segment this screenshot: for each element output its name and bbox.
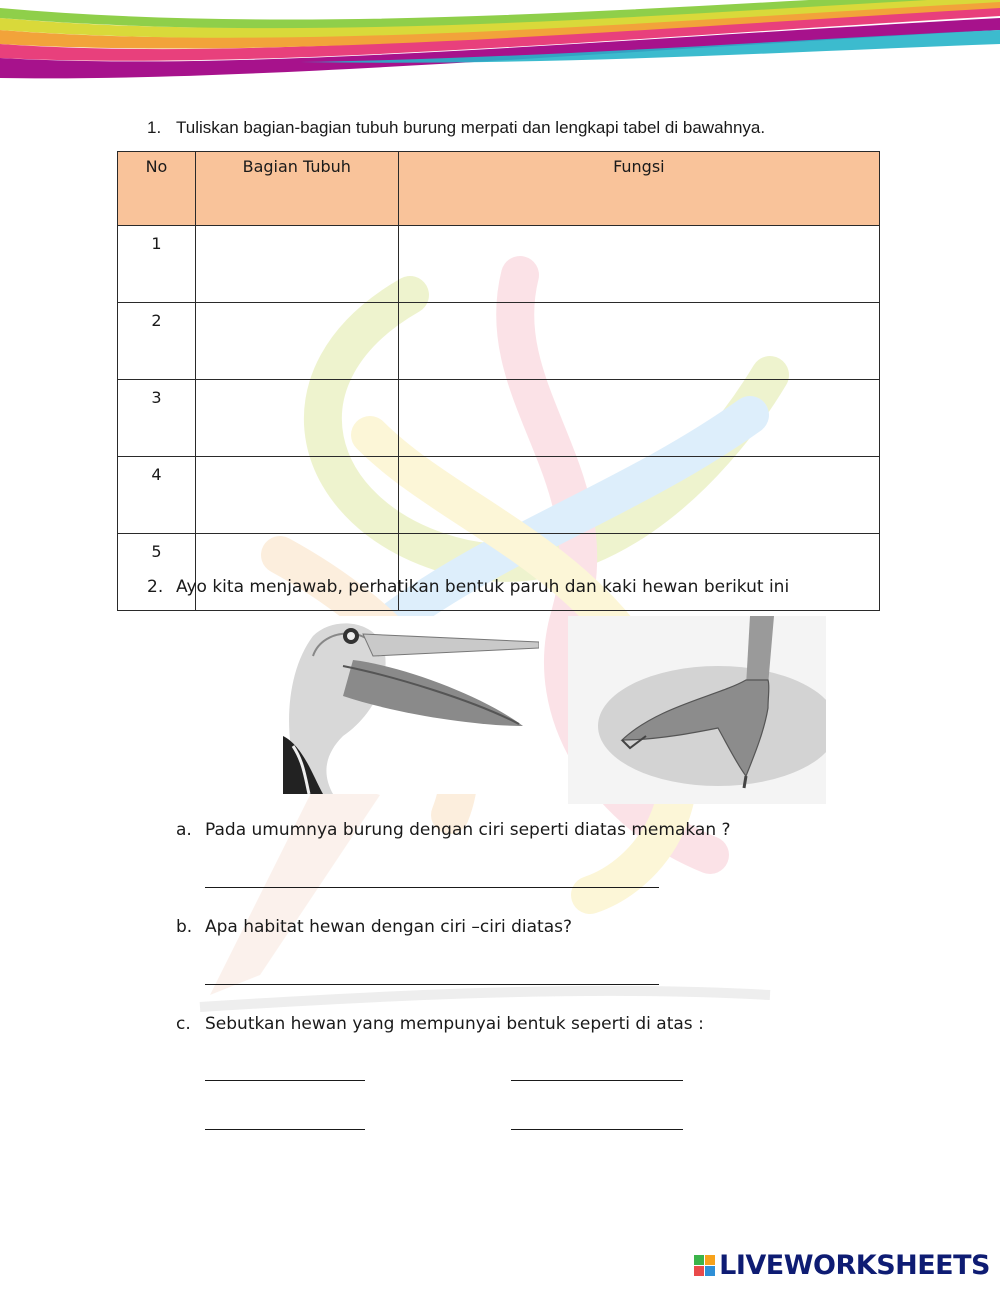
sub-question-a-letter: a. [176,820,192,840]
function-cell[interactable] [398,226,879,303]
liveworksheets-brand-text: LIVEWORKSHEETS [719,1250,990,1281]
row-number: 5 [118,534,196,611]
function-cell[interactable] [398,534,879,611]
answer-line-c4[interactable] [511,1129,683,1130]
sub-question-b-letter: b. [176,917,193,937]
row-number: 1 [118,226,196,303]
function-cell[interactable] [398,457,879,534]
header-body-part: Bagian Tubuh [195,152,398,226]
sub-question-b-text: Apa habitat hewan dengan ciri –ciri diatas? [205,917,573,937]
header-swoosh-decoration [0,0,1000,90]
table-row [118,303,880,380]
body-part-cell[interactable] [195,303,398,380]
question-2 [147,577,789,597]
row-number: 2 [118,303,196,380]
sub-question-c-letter: c. [176,1014,191,1034]
answer-line-c2[interactable] [511,1080,683,1081]
row-number: 3 [118,380,196,457]
question-2-number: 2. [147,577,164,597]
question-1 [147,118,765,138]
webbed-foot-image [568,616,826,804]
sub-question-a-text: Pada umumnya burung dengan ciri seperti diatas memakan ? [205,820,731,840]
question-1-number: 1. [147,118,162,137]
function-cell[interactable] [398,380,879,457]
answer-line-c1[interactable] [205,1080,365,1081]
table-row [118,457,880,534]
body-part-cell[interactable] [195,226,398,303]
table-row [118,226,880,303]
liveworksheets-logo [694,1250,990,1281]
table-row [118,534,880,611]
sub-question-a [176,820,731,840]
table-header-row [118,152,880,226]
liveworksheets-blocks-icon [694,1255,715,1276]
function-cell[interactable] [398,303,879,380]
sub-question-c [176,1014,704,1034]
answer-line-b[interactable] [205,984,659,985]
body-part-cell[interactable] [195,534,398,611]
body-parts-table [117,151,880,611]
question-2-text: Ayo kita menjawab, perhatikan bentuk paruh dan kaki hewan berikut ini [176,577,790,597]
row-number: 4 [118,457,196,534]
header-no: No [118,152,196,226]
table-row [118,380,880,457]
sub-question-c-text: Sebutkan hewan yang mempunyai bentuk seperti di atas : [205,1014,704,1034]
question-1-text: Tuliskan bagian-bagian tubuh burung merpati dan lengkapi tabel di bawahnya. [176,118,766,137]
sub-question-b [176,917,572,937]
answer-line-c3[interactable] [205,1129,365,1130]
pelican-beak-image [283,616,539,794]
body-part-cell[interactable] [195,457,398,534]
header-function: Fungsi [398,152,879,226]
body-part-cell[interactable] [195,380,398,457]
answer-line-a[interactable] [205,887,659,888]
